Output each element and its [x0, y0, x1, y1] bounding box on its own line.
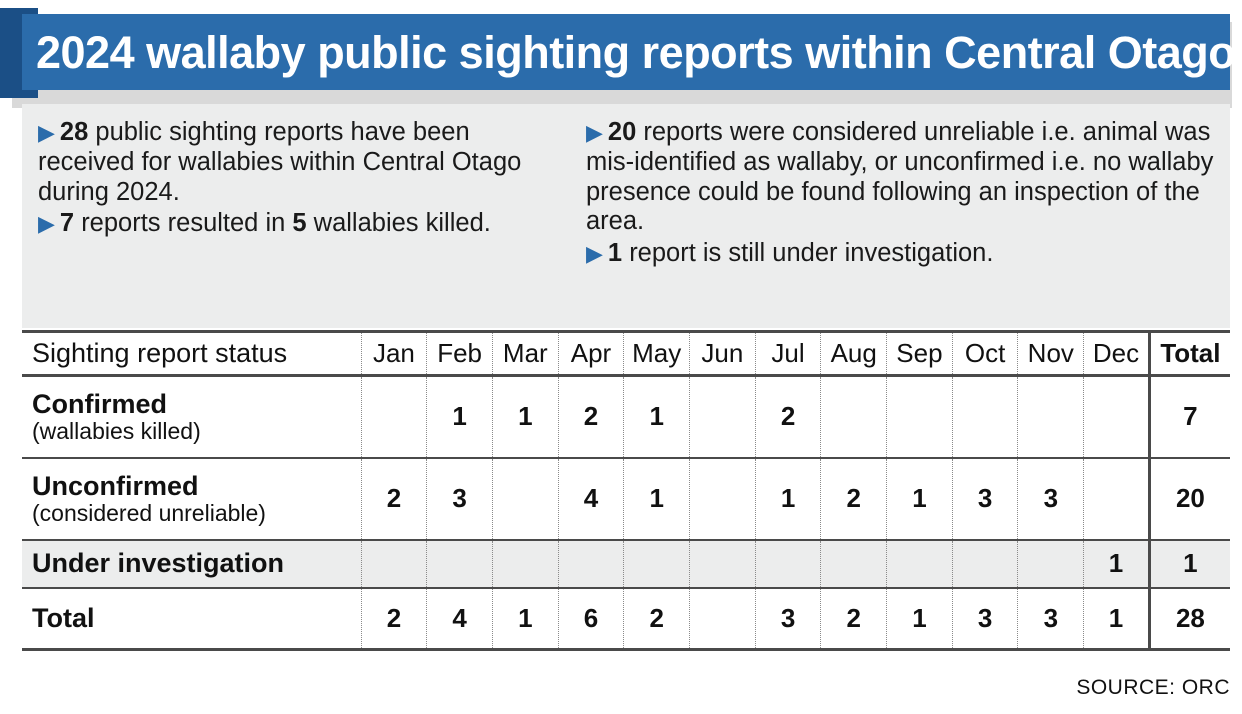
cell-confirmed-mar: 1 — [492, 376, 558, 458]
cell-confirmed-oct — [952, 376, 1018, 458]
summary-bullet-2 — [38, 209, 554, 239]
cell-under-investigation-may — [624, 540, 690, 588]
cell-unconfirmed-jul: 1 — [755, 458, 821, 540]
cell-confirmed-jan — [361, 376, 427, 458]
column-header-jul: Jul — [755, 332, 821, 376]
cell-under-investigation-nov — [1018, 540, 1084, 588]
summary-panel — [22, 104, 1230, 328]
column-header-sep: Sep — [887, 332, 953, 376]
summary-bullet-1-value: 28 — [59, 118, 89, 146]
cell-unconfirmed-feb: 3 — [427, 458, 493, 540]
column-header-apr: Apr — [558, 332, 624, 376]
row-label-unconfirmed — [22, 458, 361, 540]
summary-column-left — [22, 104, 570, 328]
cell-unconfirmed-apr: 4 — [558, 458, 624, 540]
column-header-mar: Mar — [492, 332, 558, 376]
summary-bullet-4-text: report is still under investigation. — [622, 239, 994, 268]
triangle-bullet-icon: ▶ — [38, 120, 55, 145]
table-row — [22, 540, 1230, 588]
row-label-total — [22, 588, 361, 650]
column-header-total: Total — [1149, 332, 1230, 376]
summary-bullet-3-text: reports were considered unreliable i.e. animal was mis-identified as wallaby, or unconfirmed i.e. no wallaby presence could be found following an inspection of the area. — [586, 118, 1214, 236]
cell-unconfirmed-jun — [690, 458, 756, 540]
cell-unconfirmed-jan: 2 — [361, 458, 427, 540]
summary-bullet-1-text: public sighting reports have been received for wallabies within Central Otago during 2024. — [38, 118, 522, 206]
cell-confirmed-apr: 2 — [558, 376, 624, 458]
cell-total-mar: 1 — [492, 588, 558, 650]
summary-bullet-3-value: 20 — [607, 118, 637, 146]
triangle-bullet-icon: ▶ — [38, 211, 55, 237]
triangle-bullet-icon: ▶ — [586, 120, 603, 145]
row-label-main: Unconfirmed — [32, 470, 199, 501]
cell-under-investigation-jun — [690, 540, 756, 588]
summary-bullet-2-text: reports resulted in 5 wallabies killed. — [74, 209, 491, 238]
row-label-main: Confirmed — [32, 388, 167, 419]
cell-confirmed-aug — [821, 376, 887, 458]
cell-under-investigation-total: 1 — [1149, 540, 1230, 588]
cell-under-investigation-oct — [952, 540, 1018, 588]
title-block — [0, 0, 1242, 110]
row-label-sub: (wallabies killed) — [32, 417, 201, 444]
cell-total-may: 2 — [624, 588, 690, 650]
cell-total-aug: 2 — [821, 588, 887, 650]
cell-confirmed-nov — [1018, 376, 1084, 458]
cell-unconfirmed-mar — [492, 458, 558, 540]
cell-total-nov: 3 — [1018, 588, 1084, 650]
column-header-jun: Jun — [690, 332, 756, 376]
cell-unconfirmed-oct: 3 — [952, 458, 1018, 540]
column-header-aug: Aug — [821, 332, 887, 376]
cell-total-jul: 3 — [755, 588, 821, 650]
table-row — [22, 376, 1230, 458]
row-label-confirmed — [22, 376, 361, 458]
cell-under-investigation-feb — [427, 540, 493, 588]
row-label-under-investigation — [22, 540, 361, 588]
summary-bullet-1 — [38, 118, 554, 207]
page-title: 2024 wallaby public sighting reports within Central Otago — [36, 26, 1236, 78]
summary-column-right — [570, 104, 1230, 328]
cell-total-sep: 1 — [887, 588, 953, 650]
cell-total-apr: 6 — [558, 588, 624, 650]
triangle-bullet-icon: ▶ — [586, 241, 603, 267]
row-label-sub: (considered unreliable) — [32, 499, 266, 526]
cell-under-investigation-dec: 1 — [1084, 540, 1150, 588]
cell-confirmed-sep — [887, 376, 953, 458]
cell-unconfirmed-aug: 2 — [821, 458, 887, 540]
cell-total-jan: 2 — [361, 588, 427, 650]
table-row — [22, 458, 1230, 540]
cell-total-feb: 4 — [427, 588, 493, 650]
source-credit: SOURCE: ORC — [1076, 676, 1230, 699]
cell-unconfirmed-nov: 3 — [1018, 458, 1084, 540]
column-header-dec: Dec — [1084, 332, 1150, 376]
cell-confirmed-feb: 1 — [427, 376, 493, 458]
column-header-feb: Feb — [427, 332, 493, 376]
cell-unconfirmed-may: 1 — [624, 458, 690, 540]
cell-confirmed-jun — [690, 376, 756, 458]
cell-total-jun — [690, 588, 756, 650]
cell-under-investigation-jan — [361, 540, 427, 588]
table-row-total — [22, 588, 1230, 650]
cell-total-total: 28 — [1149, 588, 1230, 650]
title-bar — [22, 14, 1236, 90]
cell-confirmed-total: 7 — [1149, 376, 1230, 458]
cell-total-oct: 3 — [952, 588, 1018, 650]
cell-unconfirmed-dec — [1084, 458, 1150, 540]
cell-under-investigation-jul — [755, 540, 821, 588]
column-header-nov: Nov — [1018, 332, 1084, 376]
row-label-main: Under investigation — [32, 547, 285, 578]
cell-unconfirmed-sep: 1 — [887, 458, 953, 540]
sighting-report-table — [22, 330, 1230, 651]
column-header-may: May — [624, 332, 690, 376]
summary-bullet-4 — [586, 239, 1214, 269]
cell-confirmed-jul: 2 — [755, 376, 821, 458]
cell-under-investigation-sep — [887, 540, 953, 588]
cell-under-investigation-apr — [558, 540, 624, 588]
summary-bullet-3 — [586, 118, 1214, 237]
summary-bullet-2-value: 7 — [59, 209, 75, 238]
column-header-status: Sighting report status — [22, 332, 361, 376]
cell-confirmed-dec — [1084, 376, 1150, 458]
cell-confirmed-may: 1 — [624, 376, 690, 458]
summary-bullet-4-value: 1 — [607, 239, 623, 268]
cell-unconfirmed-total: 20 — [1149, 458, 1230, 540]
column-header-jan: Jan — [361, 332, 427, 376]
column-header-oct: Oct — [952, 332, 1018, 376]
row-label-main: Total — [32, 602, 95, 633]
cell-under-investigation-mar — [492, 540, 558, 588]
table-header-row — [22, 332, 1230, 376]
cell-under-investigation-aug — [821, 540, 887, 588]
cell-total-dec: 1 — [1084, 588, 1150, 650]
